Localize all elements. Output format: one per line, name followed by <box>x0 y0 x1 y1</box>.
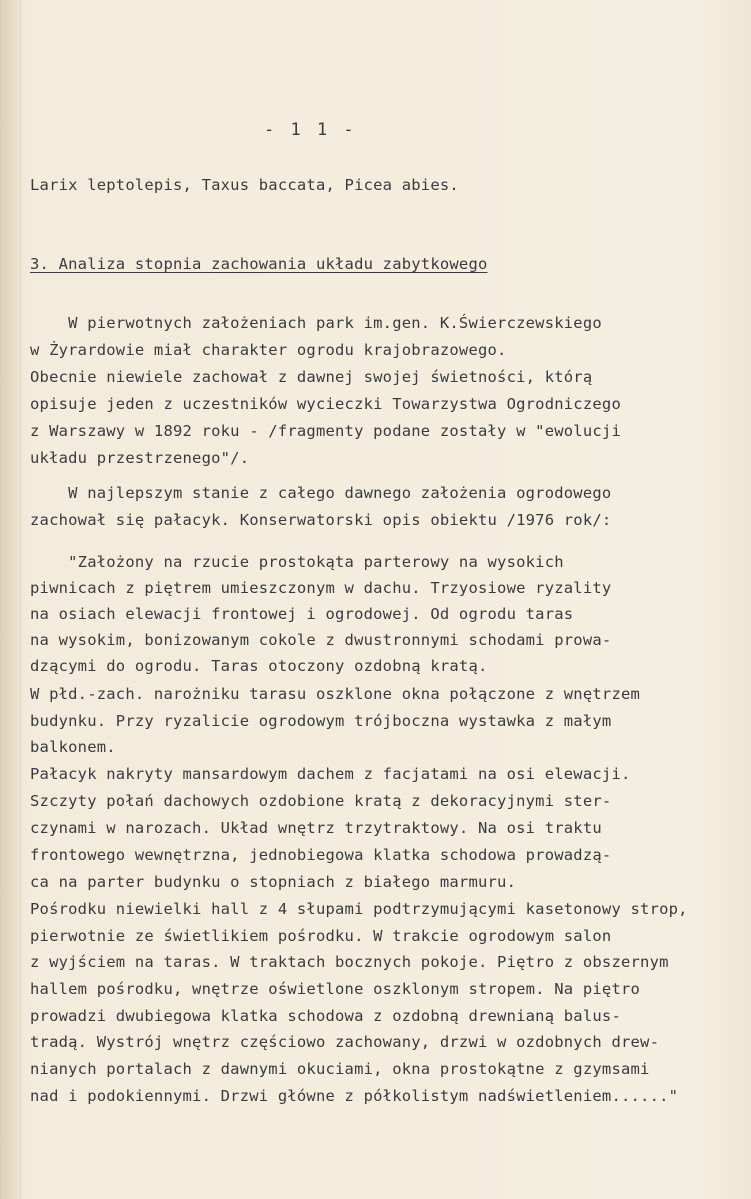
quote-line: "Założony na rzucie prostokąta parterowy na wysokich <box>30 553 564 571</box>
quote-line: tradą. Wystrój wnętrz częściowo zachowany, drzwi w ozdobnych drew- <box>30 1033 660 1051</box>
paragraph1-line: W pierwotnych założeniach park im.gen. K.Świerczewskiego <box>30 314 602 332</box>
quote-line: balkonem. <box>30 738 116 756</box>
quote-line: frontowego wewnętrzna, jednobiegowa klatka schodowa prowadzą- <box>30 846 612 864</box>
paragraph2-line: W najlepszym stanie z całego dawnego założenia ogrodowego <box>30 484 612 502</box>
quote-line: Pośrodku niewielki hall z 4 słupami podtrzymującymi kasetonowy strop, <box>30 900 688 918</box>
quote-line: Szczyty połań dachowych ozdobione kratą z dekoracyjnymi ster- <box>30 792 612 810</box>
quote-line: czynami w narozach. Układ wnętrz trzytraktowy. Na osi traktu <box>30 819 602 837</box>
quote-line: dzącymi do ogrodu. Taras otoczony ozdobną kratą. <box>30 657 488 675</box>
paragraph1-line: z Warszawy w 1892 roku - /fragmenty podane zostały w "ewolucji <box>30 422 621 440</box>
section-heading: 3. Analiza stopnia zachowania układu zabytkowego <box>30 255 488 273</box>
quote-line: z wyjściem na taras. W traktach bocznych pokoje. Piętro z obszernym <box>30 953 669 971</box>
quote-line: hallem pośrodku, wnętrze oświetlone oszklonym stropem. Na piętro <box>30 980 641 998</box>
quote-line: na wysokim, bonizowanym cokole z dwustronnymi schodami prowa- <box>30 631 612 649</box>
quote-line: W płd.-zach. narożniku tarasu oszklone okna połączone z wnętrzem <box>30 685 641 703</box>
quote-line: pierwotnie ze świetlikiem pośrodku. W trakcie ogrodowym salon <box>30 927 612 945</box>
quote-line: Pałacyk nakryty mansardowym dachem z facjatami na osi elewacji. <box>30 765 631 783</box>
quote-line: piwnicach z piętrem umieszczonym w dachu. Trzyosiowe ryzality <box>30 579 612 597</box>
page-left-edge <box>0 0 21 1199</box>
species-line: Larix leptolepis, Taxus baccata, Picea abies. <box>30 176 459 194</box>
paragraph1-line: Obecnie niewiele zachował z dawnej swojej świetności, którą <box>30 368 593 386</box>
quote-line: budynku. Przy ryzalicie ogrodowym trójboczna wystawka z małym <box>30 712 612 730</box>
paragraph2-line: zachował się pałacyk. Konserwatorski opis obiektu /1976 rok/: <box>30 511 612 529</box>
quote-line: na osiach elewacji frontowej i ogrodowej. Od ogrodu taras <box>30 605 574 623</box>
paragraph1-line: opisuje jeden z uczestników wycieczki Towarzystwa Ogrodniczego <box>30 395 621 413</box>
quote-line: nad i podokiennymi. Drzwi główne z półkolistym nadświetleniem......" <box>30 1087 679 1105</box>
paragraph1-line: w Żyrardowie miał charakter ogrodu krajobrazowego. <box>30 341 507 359</box>
quote-line: nianych portalach z dawnymi okuciami, okna prostokątne z gzymsami <box>30 1060 650 1078</box>
page-number: - 1 1 - <box>264 120 357 140</box>
quote-line: prowadzi dwubiegowa klatka schodowa z ozdobną drewnianą balus- <box>30 1007 621 1025</box>
paragraph1-line: układu przestrzenego"/. <box>30 449 250 467</box>
quote-line: ca na parter budynku o stopniach z białego marmuru. <box>30 873 517 891</box>
